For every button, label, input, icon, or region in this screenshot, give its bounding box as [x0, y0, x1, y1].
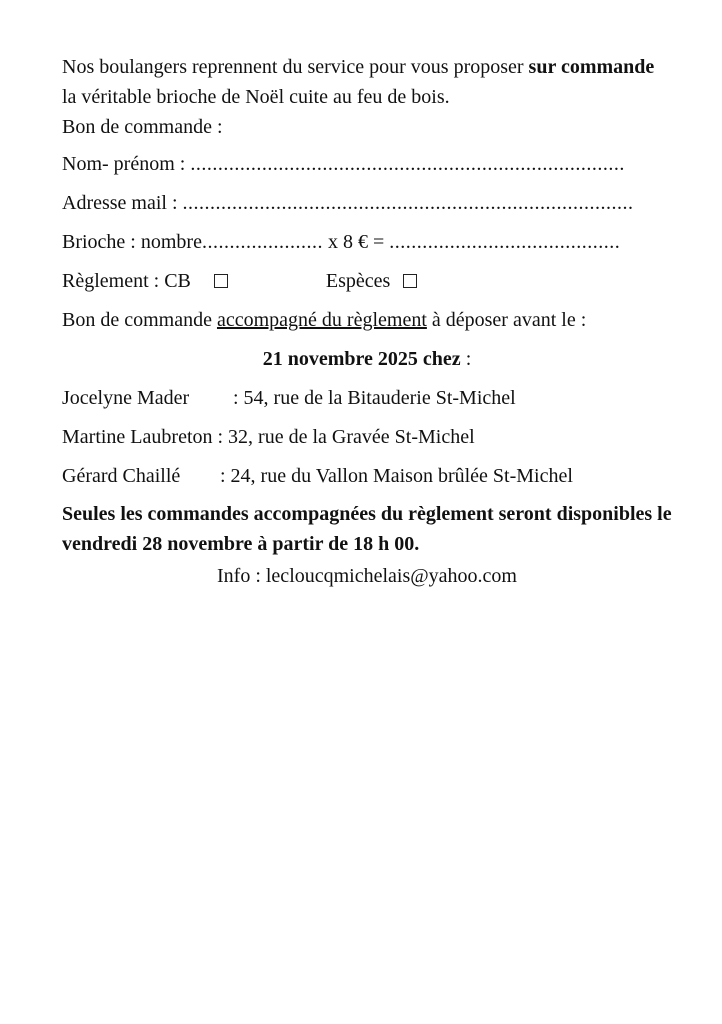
- brioche-line: [62, 230, 672, 269]
- email-line: [62, 191, 672, 230]
- payment-label: Règlement : CB: [62, 270, 191, 292]
- deposit-before: Bon de commande: [62, 309, 217, 331]
- contact-row: [62, 464, 672, 503]
- email-dots: ..................................................................................: [182, 192, 634, 214]
- intro-text-before: Nos boulangers reprennent du service pour vous proposer: [62, 56, 529, 78]
- deadline-suffix: :: [460, 348, 472, 370]
- brioche-count-dots: ......................: [201, 231, 323, 253]
- contact-row: [62, 386, 672, 425]
- contact-name: Gérard Chaillé: [62, 465, 181, 487]
- deposit-underlined: accompagné du règlement: [216, 309, 427, 331]
- cb-checkbox-icon[interactable]: [214, 274, 228, 288]
- cash-checkbox-icon[interactable]: [403, 274, 417, 288]
- info-contact: Info : lecloucqmichelais@yahoo.com: [217, 565, 517, 587]
- payment-line: [62, 269, 672, 308]
- deadline-date: 21 novembre 2025 chez: [262, 348, 461, 370]
- name-label: Nom- prénom :: [62, 153, 186, 175]
- intro-paragraph: [62, 52, 672, 142]
- order-form-document: [62, 52, 672, 588]
- brioche-price: x 8 € =: [327, 231, 385, 253]
- contact-name: Jocelyne Mader: [62, 387, 190, 409]
- cash-label: Espèces: [325, 270, 391, 292]
- brioche-label: Brioche : nombre: [62, 231, 202, 253]
- contact-address: : 24, rue du Vallon Maison brûlée St-Michel: [220, 465, 573, 487]
- final-notice: Seules les commandes accompagnées du règlement seront disponibles le vendredi 28 novembre à partir de 18 h 00.: [62, 503, 672, 555]
- deposit-after: à déposer avant le :: [426, 309, 587, 331]
- brioche-total-dots: ..........................................: [389, 231, 621, 253]
- name-dots: ...............................................................................: [190, 153, 625, 175]
- contact-address: : 54, rue de la Bitauderie St-Michel: [233, 387, 516, 409]
- email-label: Adresse mail :: [62, 192, 178, 214]
- name-line: [62, 152, 672, 191]
- contact-row: [62, 425, 672, 464]
- deposit-line: [62, 308, 672, 347]
- contact-name: Martine Laubreton: [62, 426, 213, 448]
- intro-bold-text: sur commande: [528, 56, 655, 78]
- contact-address: : 32, rue de la Gravée St-Michel: [217, 426, 475, 448]
- order-form-label: Bon de commande :: [62, 116, 223, 138]
- deadline-line: [62, 347, 672, 386]
- intro-text-after: la véritable brioche de Noël cuite au feu de bois.: [62, 86, 450, 108]
